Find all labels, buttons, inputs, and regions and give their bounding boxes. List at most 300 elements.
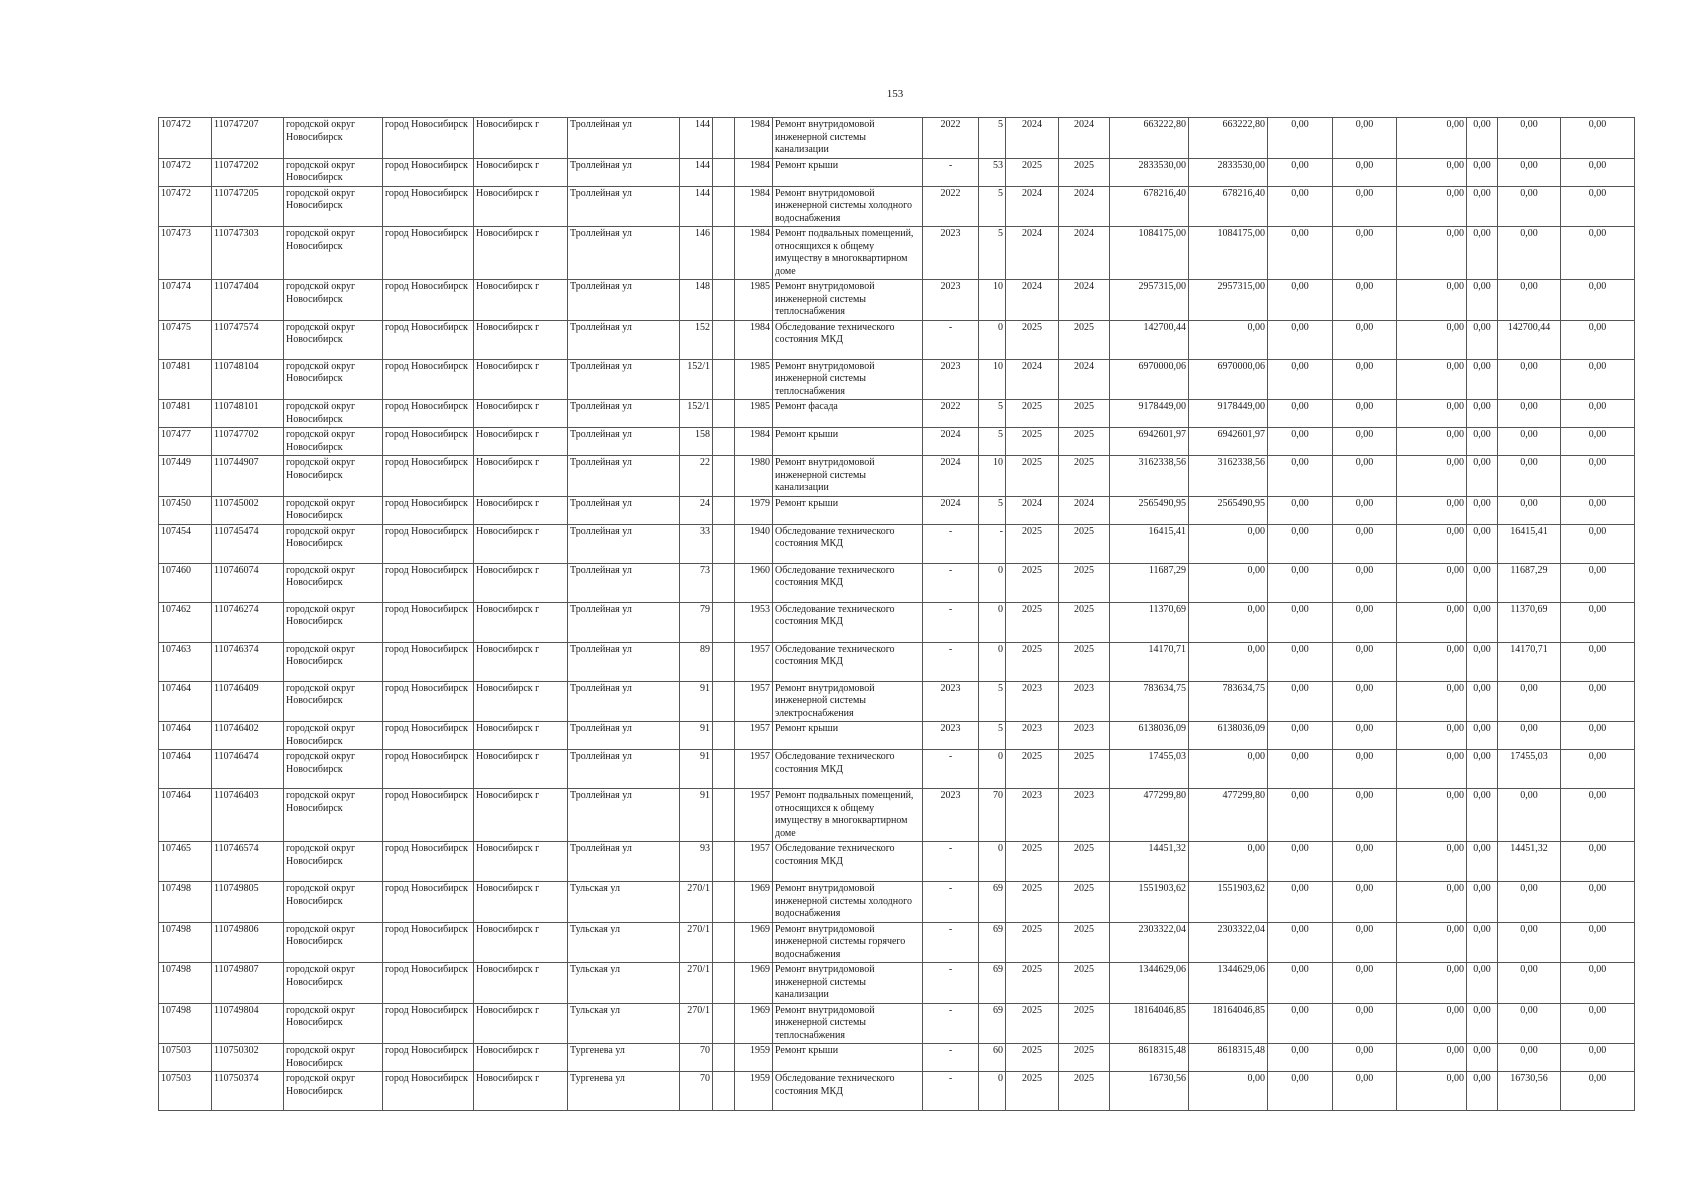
cell-other-cost: 0,00 — [1561, 963, 1635, 1004]
cell-regional-cost: 0,00 — [1333, 722, 1397, 750]
cell-house-id: 107449 — [159, 456, 212, 497]
cell-work-id: 110746474 — [212, 750, 284, 789]
cell-fund-cost: 2565490,95 — [1189, 496, 1268, 524]
cell-house-number: 144 — [680, 118, 713, 159]
cell-survey-cost: 0,00 — [1498, 963, 1561, 1004]
cell-other-cost: 0,00 — [1561, 359, 1635, 400]
cell-locality: Новосибирск г — [474, 882, 568, 923]
cell-wear-percent: 69 — [979, 882, 1006, 923]
cell-fund-cost: 2957315,00 — [1189, 280, 1268, 321]
cell-survey-cost: 0,00 — [1498, 1003, 1561, 1044]
cell-municipality: городской округ Новосибирск — [284, 602, 383, 642]
cell-house-number: 70 — [680, 1044, 713, 1072]
cell-municipality: городской округ Новосибирск — [284, 789, 383, 842]
cell-locality: Новосибирск г — [474, 642, 568, 681]
cell-settlement: город Новосибирск — [383, 681, 474, 722]
cell-regional-cost: 0,00 — [1333, 456, 1397, 497]
cell-other-cost: 0,00 — [1561, 642, 1635, 681]
cell-federal-cost: 0,00 — [1268, 320, 1333, 359]
cell-wear-percent: 10 — [979, 280, 1006, 321]
cell-work-id: 110747404 — [212, 280, 284, 321]
cell-survey-cost: 16415,41 — [1498, 524, 1561, 563]
cell-house-id: 107464 — [159, 681, 212, 722]
cell-local-cost: 0,00 — [1397, 842, 1467, 882]
cell-year-built: 1985 — [735, 280, 773, 321]
cell-work-id: 110748101 — [212, 400, 284, 428]
cell-house-number: 33 — [680, 524, 713, 563]
cell-municipality: городской округ Новосибирск — [284, 750, 383, 789]
cell-street: Троллейная ул — [568, 400, 680, 428]
cell-fund-cost: 0,00 — [1189, 750, 1268, 789]
cell-year-to: 2023 — [1059, 681, 1110, 722]
cell-building — [713, 922, 735, 963]
cell-settlement: город Новосибирск — [383, 496, 474, 524]
cell-federal-cost: 0,00 — [1268, 359, 1333, 400]
cell-last-repair-year: - — [923, 158, 979, 186]
cell-owners-cost: 0,00 — [1467, 789, 1498, 842]
cell-local-cost: 0,00 — [1397, 524, 1467, 563]
cell-year-to: 2025 — [1059, 400, 1110, 428]
cell-last-repair-year: 2023 — [923, 722, 979, 750]
cell-work-type: Ремонт фасада — [773, 400, 923, 428]
cell-year-from: 2025 — [1006, 158, 1059, 186]
cell-regional-cost: 0,00 — [1333, 789, 1397, 842]
cell-year-to: 2025 — [1059, 1003, 1110, 1044]
cell-owners-cost: 0,00 — [1467, 1003, 1498, 1044]
cell-wear-percent: 10 — [979, 456, 1006, 497]
cell-building — [713, 842, 735, 882]
cell-street: Троллейная ул — [568, 280, 680, 321]
cell-fund-cost: 0,00 — [1189, 524, 1268, 563]
cell-year-from: 2025 — [1006, 922, 1059, 963]
cell-year-built: 1980 — [735, 456, 773, 497]
cell-street: Тургенева ул — [568, 1044, 680, 1072]
cell-year-to: 2025 — [1059, 963, 1110, 1004]
cell-building — [713, 681, 735, 722]
table-row — [159, 320, 1635, 359]
cell-total-cost: 14451,32 — [1110, 842, 1189, 882]
cell-settlement: город Новосибирск — [383, 280, 474, 321]
cell-wear-percent: 60 — [979, 1044, 1006, 1072]
cell-municipality: городской округ Новосибирск — [284, 524, 383, 563]
cell-year-to: 2025 — [1059, 320, 1110, 359]
cell-fund-cost: 0,00 — [1189, 320, 1268, 359]
cell-settlement: город Новосибирск — [383, 1044, 474, 1072]
cell-year-from: 2025 — [1006, 750, 1059, 789]
cell-owners-cost: 0,00 — [1467, 882, 1498, 923]
cell-wear-percent: 5 — [979, 186, 1006, 227]
cell-settlement: город Новосибирск — [383, 842, 474, 882]
table-row — [159, 789, 1635, 842]
cell-year-from: 2024 — [1006, 280, 1059, 321]
cell-fund-cost: 2303322,04 — [1189, 922, 1268, 963]
cell-house-number: 70 — [680, 1072, 713, 1111]
cell-street: Троллейная ул — [568, 789, 680, 842]
cell-regional-cost: 0,00 — [1333, 922, 1397, 963]
cell-settlement: город Новосибирск — [383, 963, 474, 1004]
cell-fund-cost: 9178449,00 — [1189, 400, 1268, 428]
cell-year-from: 2025 — [1006, 563, 1059, 602]
cell-building — [713, 642, 735, 681]
cell-federal-cost: 0,00 — [1268, 789, 1333, 842]
cell-work-id: 110747207 — [212, 118, 284, 159]
cell-work-type: Ремонт крыши — [773, 496, 923, 524]
cell-work-id: 110747574 — [212, 320, 284, 359]
cell-work-id: 110749806 — [212, 922, 284, 963]
cell-work-type: Ремонт внутридомовой инженерной системы электроснабжения — [773, 681, 923, 722]
cell-locality: Новосибирск г — [474, 158, 568, 186]
cell-owners-cost: 0,00 — [1467, 842, 1498, 882]
cell-building — [713, 563, 735, 602]
cell-year-from: 2023 — [1006, 722, 1059, 750]
cell-owners-cost: 0,00 — [1467, 118, 1498, 159]
cell-building — [713, 158, 735, 186]
cell-house-number: 144 — [680, 186, 713, 227]
cell-owners-cost: 0,00 — [1467, 922, 1498, 963]
cell-year-built: 1957 — [735, 842, 773, 882]
cell-regional-cost: 0,00 — [1333, 1044, 1397, 1072]
cell-last-repair-year: - — [923, 922, 979, 963]
cell-year-built: 1984 — [735, 118, 773, 159]
cell-local-cost: 0,00 — [1397, 963, 1467, 1004]
cell-house-number: 152/1 — [680, 359, 713, 400]
cell-work-type: Обследование технического состояния МКД — [773, 842, 923, 882]
cell-year-built: 1985 — [735, 359, 773, 400]
cell-wear-percent: 0 — [979, 642, 1006, 681]
table-row — [159, 400, 1635, 428]
cell-house-id: 107481 — [159, 359, 212, 400]
cell-federal-cost: 0,00 — [1268, 428, 1333, 456]
cell-year-to: 2023 — [1059, 722, 1110, 750]
cell-year-from: 2025 — [1006, 963, 1059, 1004]
cell-other-cost: 0,00 — [1561, 882, 1635, 923]
cell-wear-percent: 0 — [979, 563, 1006, 602]
cell-federal-cost: 0,00 — [1268, 1044, 1333, 1072]
cell-building — [713, 1003, 735, 1044]
table-row — [159, 642, 1635, 681]
cell-house-id: 107481 — [159, 400, 212, 428]
cell-settlement: город Новосибирск — [383, 1072, 474, 1111]
cell-house-number: 270/1 — [680, 1003, 713, 1044]
cell-year-built: 1984 — [735, 186, 773, 227]
cell-street: Троллейная ул — [568, 428, 680, 456]
cell-locality: Новосибирск г — [474, 602, 568, 642]
cell-wear-percent: 5 — [979, 496, 1006, 524]
cell-house-number: 270/1 — [680, 922, 713, 963]
cell-year-from: 2025 — [1006, 642, 1059, 681]
cell-municipality: городской округ Новосибирск — [284, 496, 383, 524]
repair-program-table — [158, 117, 1635, 1111]
cell-street: Троллейная ул — [568, 158, 680, 186]
cell-year-from: 2023 — [1006, 681, 1059, 722]
cell-local-cost: 0,00 — [1397, 320, 1467, 359]
cell-year-to: 2025 — [1059, 456, 1110, 497]
cell-house-id: 107473 — [159, 227, 212, 280]
cell-work-type: Ремонт внутридомовой инженерной системы канализации — [773, 456, 923, 497]
cell-house-number: 148 — [680, 280, 713, 321]
cell-year-from: 2025 — [1006, 1003, 1059, 1044]
cell-settlement: город Новосибирск — [383, 400, 474, 428]
cell-year-to: 2025 — [1059, 842, 1110, 882]
cell-local-cost: 0,00 — [1397, 428, 1467, 456]
cell-work-type: Ремонт крыши — [773, 428, 923, 456]
cell-owners-cost: 0,00 — [1467, 681, 1498, 722]
cell-work-type: Ремонт внутридомовой инженерной системы канализации — [773, 963, 923, 1004]
cell-municipality: городской округ Новосибирск — [284, 320, 383, 359]
cell-house-id: 107503 — [159, 1072, 212, 1111]
cell-fund-cost: 477299,80 — [1189, 789, 1268, 842]
cell-year-built: 1969 — [735, 882, 773, 923]
cell-regional-cost: 0,00 — [1333, 496, 1397, 524]
cell-house-number: 152 — [680, 320, 713, 359]
cell-local-cost: 0,00 — [1397, 1003, 1467, 1044]
cell-other-cost: 0,00 — [1561, 158, 1635, 186]
cell-settlement: город Новосибирск — [383, 227, 474, 280]
cell-owners-cost: 0,00 — [1467, 722, 1498, 750]
cell-work-type: Ремонт крыши — [773, 1044, 923, 1072]
cell-fund-cost: 0,00 — [1189, 642, 1268, 681]
cell-fund-cost: 0,00 — [1189, 563, 1268, 602]
table-row — [159, 750, 1635, 789]
cell-local-cost: 0,00 — [1397, 456, 1467, 497]
cell-work-type: Ремонт внутридомовой инженерной системы горячего водоснабжения — [773, 922, 923, 963]
cell-work-type: Обследование технического состояния МКД — [773, 642, 923, 681]
cell-total-cost: 6970000,06 — [1110, 359, 1189, 400]
cell-work-type: Ремонт внутридомовой инженерной системы канализации — [773, 118, 923, 159]
cell-street: Троллейная ул — [568, 842, 680, 882]
cell-municipality: городской округ Новосибирск — [284, 359, 383, 400]
cell-wear-percent: 0 — [979, 602, 1006, 642]
cell-street: Тургенева ул — [568, 1072, 680, 1111]
cell-work-type: Ремонт внутридомовой инженерной системы теплоснабжения — [773, 359, 923, 400]
cell-last-repair-year: - — [923, 602, 979, 642]
cell-wear-percent: 69 — [979, 922, 1006, 963]
cell-locality: Новосибирск г — [474, 280, 568, 321]
cell-federal-cost: 0,00 — [1268, 524, 1333, 563]
table-row — [159, 158, 1635, 186]
cell-last-repair-year: - — [923, 1044, 979, 1072]
table-row — [159, 681, 1635, 722]
cell-regional-cost: 0,00 — [1333, 563, 1397, 602]
cell-house-number: 93 — [680, 842, 713, 882]
cell-year-from: 2025 — [1006, 428, 1059, 456]
cell-fund-cost: 0,00 — [1189, 1072, 1268, 1111]
cell-locality: Новосибирск г — [474, 524, 568, 563]
table-row — [159, 722, 1635, 750]
cell-year-from: 2024 — [1006, 359, 1059, 400]
cell-survey-cost: 0,00 — [1498, 789, 1561, 842]
cell-last-repair-year: - — [923, 1003, 979, 1044]
cell-work-type: Ремонт внутридомовой инженерной системы холодного водоснабжения — [773, 882, 923, 923]
cell-house-number: 91 — [680, 722, 713, 750]
cell-local-cost: 0,00 — [1397, 882, 1467, 923]
cell-work-type: Обследование технического состояния МКД — [773, 320, 923, 359]
cell-building — [713, 186, 735, 227]
cell-other-cost: 0,00 — [1561, 722, 1635, 750]
cell-regional-cost: 0,00 — [1333, 1003, 1397, 1044]
cell-locality: Новосибирск г — [474, 359, 568, 400]
cell-total-cost: 6942601,97 — [1110, 428, 1189, 456]
table-row — [159, 1072, 1635, 1111]
cell-last-repair-year: 2022 — [923, 400, 979, 428]
cell-total-cost: 783634,75 — [1110, 681, 1189, 722]
cell-regional-cost: 0,00 — [1333, 158, 1397, 186]
cell-year-from: 2025 — [1006, 524, 1059, 563]
cell-federal-cost: 0,00 — [1268, 750, 1333, 789]
cell-local-cost: 0,00 — [1397, 158, 1467, 186]
table-row — [159, 456, 1635, 497]
cell-building — [713, 118, 735, 159]
cell-other-cost: 0,00 — [1561, 789, 1635, 842]
cell-other-cost: 0,00 — [1561, 496, 1635, 524]
cell-survey-cost: 0,00 — [1498, 118, 1561, 159]
cell-wear-percent: 53 — [979, 158, 1006, 186]
cell-last-repair-year: 2024 — [923, 456, 979, 497]
cell-settlement: город Новосибирск — [383, 118, 474, 159]
cell-house-id: 107464 — [159, 722, 212, 750]
cell-federal-cost: 0,00 — [1268, 280, 1333, 321]
cell-year-to: 2024 — [1059, 186, 1110, 227]
cell-building — [713, 456, 735, 497]
cell-building — [713, 1044, 735, 1072]
cell-year-from: 2025 — [1006, 842, 1059, 882]
cell-regional-cost: 0,00 — [1333, 1072, 1397, 1111]
cell-survey-cost: 14451,32 — [1498, 842, 1561, 882]
cell-municipality: городской округ Новосибирск — [284, 1044, 383, 1072]
cell-municipality: городской округ Новосибирск — [284, 1003, 383, 1044]
cell-locality: Новосибирск г — [474, 227, 568, 280]
cell-owners-cost: 0,00 — [1467, 186, 1498, 227]
cell-settlement: город Новосибирск — [383, 563, 474, 602]
cell-regional-cost: 0,00 — [1333, 882, 1397, 923]
cell-regional-cost: 0,00 — [1333, 320, 1397, 359]
cell-regional-cost: 0,00 — [1333, 524, 1397, 563]
cell-regional-cost: 0,00 — [1333, 642, 1397, 681]
cell-house-id: 107472 — [159, 118, 212, 159]
cell-work-id: 110746274 — [212, 602, 284, 642]
table-row — [159, 496, 1635, 524]
cell-federal-cost: 0,00 — [1268, 227, 1333, 280]
cell-locality: Новосибирск г — [474, 456, 568, 497]
cell-year-to: 2025 — [1059, 882, 1110, 923]
cell-federal-cost: 0,00 — [1268, 922, 1333, 963]
cell-wear-percent: 5 — [979, 722, 1006, 750]
cell-street: Троллейная ул — [568, 642, 680, 681]
cell-federal-cost: 0,00 — [1268, 882, 1333, 923]
cell-year-from: 2024 — [1006, 227, 1059, 280]
cell-municipality: городской округ Новосибирск — [284, 842, 383, 882]
cell-year-to: 2025 — [1059, 563, 1110, 602]
cell-street: Троллейная ул — [568, 524, 680, 563]
cell-house-id: 107465 — [159, 842, 212, 882]
cell-municipality: городской округ Новосибирск — [284, 922, 383, 963]
cell-owners-cost: 0,00 — [1467, 963, 1498, 1004]
cell-other-cost: 0,00 — [1561, 1044, 1635, 1072]
cell-total-cost: 663222,80 — [1110, 118, 1189, 159]
table-row — [159, 186, 1635, 227]
cell-other-cost: 0,00 — [1561, 400, 1635, 428]
cell-year-from: 2025 — [1006, 1072, 1059, 1111]
table-row — [159, 1044, 1635, 1072]
cell-survey-cost: 0,00 — [1498, 496, 1561, 524]
cell-house-number: 22 — [680, 456, 713, 497]
cell-survey-cost: 0,00 — [1498, 400, 1561, 428]
cell-municipality: городской округ Новосибирск — [284, 227, 383, 280]
cell-survey-cost: 16730,56 — [1498, 1072, 1561, 1111]
cell-year-built: 1957 — [735, 750, 773, 789]
cell-building — [713, 280, 735, 321]
cell-total-cost: 9178449,00 — [1110, 400, 1189, 428]
cell-survey-cost: 0,00 — [1498, 158, 1561, 186]
cell-federal-cost: 0,00 — [1268, 1003, 1333, 1044]
cell-owners-cost: 0,00 — [1467, 524, 1498, 563]
cell-municipality: городской округ Новосибирск — [284, 186, 383, 227]
cell-locality: Новосибирск г — [474, 320, 568, 359]
cell-house-number: 158 — [680, 428, 713, 456]
cell-year-built: 1959 — [735, 1072, 773, 1111]
cell-total-cost: 16730,56 — [1110, 1072, 1189, 1111]
table-row — [159, 280, 1635, 321]
cell-last-repair-year: 2022 — [923, 186, 979, 227]
cell-last-repair-year: - — [923, 882, 979, 923]
cell-wear-percent: 10 — [979, 359, 1006, 400]
cell-survey-cost: 0,00 — [1498, 882, 1561, 923]
cell-local-cost: 0,00 — [1397, 642, 1467, 681]
cell-year-from: 2025 — [1006, 456, 1059, 497]
table-row — [159, 882, 1635, 923]
cell-building — [713, 227, 735, 280]
cell-other-cost: 0,00 — [1561, 456, 1635, 497]
cell-fund-cost: 18164046,85 — [1189, 1003, 1268, 1044]
cell-federal-cost: 0,00 — [1268, 186, 1333, 227]
cell-wear-percent: 5 — [979, 227, 1006, 280]
cell-settlement: город Новосибирск — [383, 1003, 474, 1044]
cell-locality: Новосибирск г — [474, 428, 568, 456]
cell-fund-cost: 1344629,06 — [1189, 963, 1268, 1004]
cell-total-cost: 16415,41 — [1110, 524, 1189, 563]
cell-work-id: 110749807 — [212, 963, 284, 1004]
cell-wear-percent: 0 — [979, 1072, 1006, 1111]
cell-settlement: город Новосибирск — [383, 642, 474, 681]
cell-locality: Новосибирск г — [474, 1003, 568, 1044]
cell-work-type: Обследование технического состояния МКД — [773, 602, 923, 642]
cell-work-id: 110744907 — [212, 456, 284, 497]
cell-locality: Новосибирск г — [474, 922, 568, 963]
cell-building — [713, 750, 735, 789]
cell-total-cost: 2833530,00 — [1110, 158, 1189, 186]
cell-work-id: 110749805 — [212, 882, 284, 923]
cell-survey-cost: 0,00 — [1498, 722, 1561, 750]
cell-house-number: 91 — [680, 750, 713, 789]
cell-federal-cost: 0,00 — [1268, 456, 1333, 497]
cell-last-repair-year: - — [923, 842, 979, 882]
cell-year-to: 2025 — [1059, 524, 1110, 563]
cell-owners-cost: 0,00 — [1467, 280, 1498, 321]
cell-municipality: городской округ Новосибирск — [284, 428, 383, 456]
cell-settlement: город Новосибирск — [383, 524, 474, 563]
table-row — [159, 428, 1635, 456]
cell-street: Тульская ул — [568, 922, 680, 963]
cell-last-repair-year: - — [923, 320, 979, 359]
table-row — [159, 1003, 1635, 1044]
cell-federal-cost: 0,00 — [1268, 722, 1333, 750]
cell-settlement: город Новосибирск — [383, 922, 474, 963]
cell-local-cost: 0,00 — [1397, 186, 1467, 227]
cell-building — [713, 359, 735, 400]
cell-work-id: 110746574 — [212, 842, 284, 882]
cell-municipality: городской округ Новосибирск — [284, 456, 383, 497]
cell-regional-cost: 0,00 — [1333, 400, 1397, 428]
